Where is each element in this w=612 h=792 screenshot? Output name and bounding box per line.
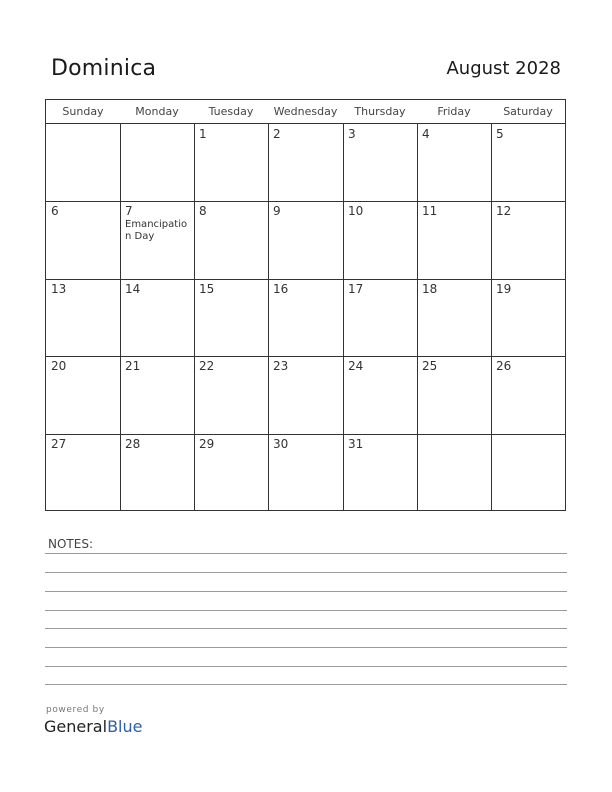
day-number: 21 — [125, 359, 141, 373]
day-cell[interactable] — [269, 357, 343, 432]
notes-ruled-line — [45, 591, 567, 592]
weekday-thursday: Thursday — [354, 105, 406, 118]
day-number: 1 — [199, 127, 207, 141]
day-cell[interactable] — [418, 435, 491, 510]
weekday-friday: Friday — [437, 105, 471, 118]
notes-ruled-line — [45, 684, 567, 685]
day-number: 7 — [125, 204, 133, 218]
day-number: 4 — [422, 127, 430, 141]
day-number: 29 — [199, 437, 215, 451]
day-cell[interactable] — [418, 357, 491, 432]
day-cell[interactable] — [492, 125, 565, 200]
month-year-title: August 2028 — [446, 58, 561, 79]
notes-ruled-line — [45, 666, 567, 667]
day-cell[interactable] — [47, 357, 120, 432]
day-cell[interactable] — [344, 357, 417, 432]
day-cell[interactable] — [344, 202, 417, 277]
notes-ruled-line — [45, 553, 567, 554]
day-number: 5 — [496, 127, 504, 141]
day-cell[interactable] — [47, 125, 120, 200]
day-number: 27 — [51, 437, 67, 451]
day-cell[interactable] — [47, 280, 120, 355]
day-number: 8 — [199, 204, 207, 218]
day-number: 24 — [348, 359, 364, 373]
holiday-label: Emancipation Day — [125, 219, 188, 242]
day-number: 9 — [273, 204, 281, 218]
day-cell[interactable] — [492, 357, 565, 432]
day-cell[interactable] — [121, 357, 194, 432]
day-cell[interactable] — [492, 202, 565, 277]
day-cell[interactable] — [269, 435, 343, 510]
day-number: 20 — [51, 359, 67, 373]
weekday-sunday: Sunday — [62, 105, 104, 118]
day-cell[interactable] — [47, 435, 120, 510]
powered-by-text: powered by — [46, 705, 105, 715]
generalblue-logo — [44, 717, 142, 736]
calendar-grid — [45, 99, 566, 511]
day-cell[interactable] — [344, 280, 417, 355]
day-cell[interactable] — [492, 435, 565, 510]
day-number: 26 — [496, 359, 512, 373]
weekday-tuesday: Tuesday — [208, 105, 254, 118]
day-cell[interactable] — [418, 202, 491, 277]
day-cell[interactable] — [269, 125, 343, 200]
day-number: 17 — [348, 282, 364, 296]
day-cell[interactable] — [418, 280, 491, 355]
day-number: 11 — [422, 204, 438, 218]
day-cell[interactable] — [195, 357, 268, 432]
weekday-wednesday: Wednesday — [273, 105, 338, 118]
notes-ruled-line — [45, 628, 567, 629]
notes-label: NOTES: — [48, 537, 93, 551]
day-cell[interactable] — [195, 280, 268, 355]
brand-general: General — [44, 717, 108, 736]
day-number: 15 — [199, 282, 215, 296]
notes-ruled-line — [45, 647, 567, 648]
day-number: 2 — [273, 127, 281, 141]
day-number: 14 — [125, 282, 141, 296]
day-cell[interactable] — [121, 435, 194, 510]
notes-ruled-line — [45, 610, 567, 611]
day-cell[interactable] — [195, 125, 268, 200]
country-title: Dominica — [51, 56, 157, 81]
day-cell[interactable] — [269, 280, 343, 355]
notes-ruled-line — [45, 572, 567, 573]
day-number: 12 — [496, 204, 512, 218]
day-cell[interactable] — [269, 202, 343, 277]
day-cell[interactable] — [121, 202, 194, 277]
weekday-monday: Monday — [135, 105, 179, 118]
weekday-saturday: Saturday — [503, 105, 553, 118]
day-number: 30 — [273, 437, 289, 451]
day-number: 3 — [348, 127, 356, 141]
day-number: 10 — [348, 204, 364, 218]
day-number: 13 — [51, 282, 67, 296]
day-number: 16 — [273, 282, 289, 296]
day-number: 22 — [199, 359, 215, 373]
day-cell[interactable] — [492, 280, 565, 355]
day-cell[interactable] — [344, 435, 417, 510]
day-cell[interactable] — [344, 125, 417, 200]
day-cell[interactable] — [195, 202, 268, 277]
day-number: 19 — [496, 282, 512, 296]
brand-blue: Blue — [107, 717, 143, 736]
day-number: 31 — [348, 437, 364, 451]
day-number: 25 — [422, 359, 438, 373]
day-number: 28 — [125, 437, 141, 451]
day-number: 18 — [422, 282, 438, 296]
day-cell[interactable] — [47, 202, 120, 277]
day-number: 6 — [51, 204, 59, 218]
day-cell[interactable] — [418, 125, 491, 200]
day-cell[interactable] — [121, 280, 194, 355]
weekday-header-row — [46, 100, 565, 124]
day-cell[interactable] — [121, 125, 194, 200]
day-number: 23 — [273, 359, 289, 373]
day-cell[interactable] — [195, 435, 268, 510]
